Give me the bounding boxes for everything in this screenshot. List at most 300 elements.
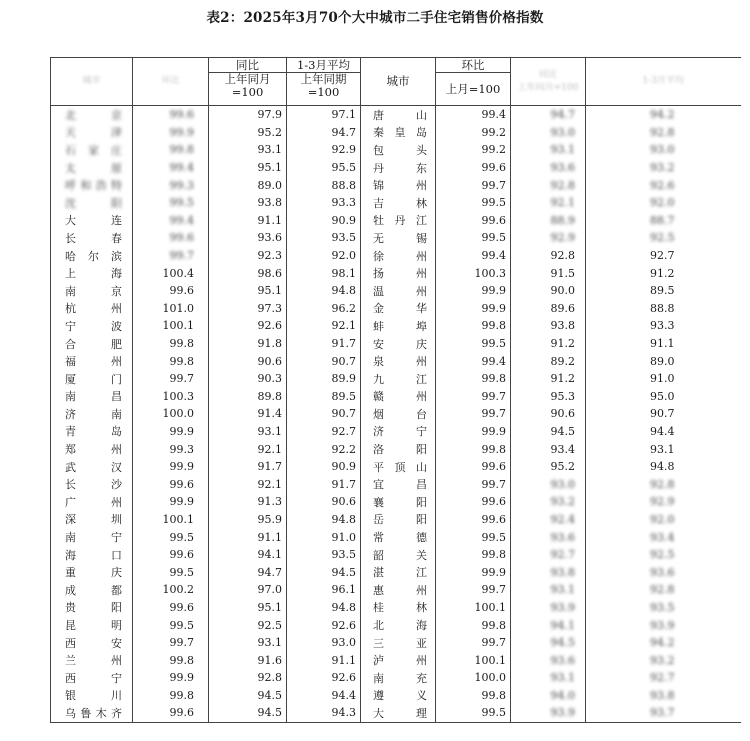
city-right-cell-text: 包头	[373, 143, 427, 157]
avg-left-cell-text: 92.2	[331, 442, 356, 456]
avg-right-cell	[586, 194, 741, 212]
yoy-right-cell	[511, 493, 586, 511]
yoy-left-cell-text: 95.9	[257, 512, 282, 526]
yoy-left-cell-text: 93.1	[257, 636, 282, 650]
mom-left-cell-text: 99.8	[169, 337, 194, 351]
city-right-cell-text: 宜昌	[373, 478, 427, 492]
avg-left-cell-text: 91.7	[331, 337, 356, 351]
avg-right-cell	[586, 370, 741, 388]
table-row	[51, 388, 741, 406]
mom-right-cell-text: 99.5	[481, 337, 506, 351]
avg-right-cell-text: 88.8	[650, 301, 675, 315]
city-right-cell	[361, 440, 436, 458]
avg-left-cell-text: 89.5	[331, 389, 356, 403]
table-row	[51, 687, 741, 705]
table-title: 表2：2025年3月70个大中城市二手住宅销售价格指数	[206, 10, 544, 26]
city-right-cell	[361, 581, 436, 599]
yoy-right-cell-text: 93.4	[550, 442, 575, 456]
mom-left-cell-text: 99.3	[169, 178, 194, 192]
yoy-right-cell	[511, 405, 586, 423]
city-right-cell	[361, 388, 436, 406]
yoy-right-cell-text: 93.1	[550, 143, 575, 157]
table-row	[51, 475, 741, 493]
avg-right-cell-text: 91.2	[650, 266, 675, 280]
mom-right-cell	[436, 106, 511, 124]
mom-left-cell-text: 99.9	[169, 125, 194, 139]
avg-right-cell	[586, 704, 741, 722]
yoy-right-cell-text: 94.7	[550, 108, 575, 122]
city-right-cell	[361, 563, 436, 581]
table-row	[51, 563, 741, 581]
city-right-cell-text: 泉州	[373, 355, 427, 369]
mom-right-cell	[436, 616, 511, 634]
mom-right-cell	[436, 440, 511, 458]
city-right-cell-text: 平顶山	[373, 460, 427, 474]
mom-right-cell-text: 99.9	[481, 284, 506, 298]
city-left-cell	[51, 634, 133, 652]
city-right-cell	[361, 687, 436, 705]
yoy-right-cell	[511, 141, 586, 159]
mom-right-cell-text: 99.6	[481, 161, 506, 175]
avg-left-cell-text: 94.3	[331, 706, 356, 720]
avg-left-cell	[287, 440, 361, 458]
avg-right-cell	[586, 423, 741, 441]
yoy-right-cell	[511, 335, 586, 353]
mom-right-cell-text: 99.4	[481, 354, 506, 368]
mom-right-cell	[436, 335, 511, 353]
city-left-cell-text: 贵阳	[65, 601, 122, 615]
avg-left-cell	[287, 687, 361, 705]
mom-left-cell-text: 99.9	[169, 460, 194, 474]
mom-right-cell-text: 99.7	[481, 583, 506, 597]
mom-right-cell-text: 99.4	[481, 249, 506, 263]
header-mom-left: 环比	[133, 58, 209, 106]
header-city-left: 城市	[51, 58, 133, 106]
avg-left-cell	[287, 651, 361, 669]
yoy-left-cell	[209, 405, 287, 423]
city-right-cell	[361, 599, 436, 617]
city-left-cell-text: 昆明	[65, 619, 122, 633]
avg-right-cell	[586, 634, 741, 652]
avg-left-cell	[287, 335, 361, 353]
avg-right-cell-text: 93.2	[650, 653, 675, 667]
mom-right-cell	[436, 546, 511, 564]
yoy-left-cell	[209, 247, 287, 265]
mom-right-cell	[436, 405, 511, 423]
mom-left-cell	[133, 634, 209, 652]
avg-right-cell-text: 94.4	[650, 424, 675, 438]
avg-right-cell-text: 93.1	[650, 442, 675, 456]
mom-right-cell	[436, 458, 511, 476]
city-right-cell	[361, 475, 436, 493]
yoy-right-cell	[511, 458, 586, 476]
city-left-cell-text: 杭州	[65, 302, 122, 316]
avg-left-cell-text: 92.1	[331, 319, 356, 333]
table-row	[51, 212, 741, 230]
city-left-cell-text: 呼和浩特	[65, 179, 122, 193]
table-row	[51, 159, 741, 177]
city-left-cell	[51, 475, 133, 493]
mom-right-cell	[436, 212, 511, 230]
yoy-right-cell	[511, 352, 586, 370]
city-right-cell-text: 湛江	[373, 566, 427, 580]
mom-left-cell	[133, 317, 209, 335]
table-row	[51, 229, 741, 247]
yoy-right-cell	[511, 511, 586, 529]
mom-left-cell-text: 99.4	[169, 213, 194, 227]
mom-left-cell-text: 100.0	[162, 407, 194, 421]
avg-left-cell	[287, 141, 361, 159]
avg-left-cell-text: 90.6	[331, 495, 356, 509]
yoy-left-cell-text: 92.3	[257, 249, 282, 263]
city-right-cell-text: 洛阳	[373, 443, 427, 457]
mom-left-cell-text: 99.6	[169, 706, 194, 720]
avg-left-cell	[287, 159, 361, 177]
table-row	[51, 300, 741, 318]
yoy-right-cell	[511, 194, 586, 212]
mom-right-cell	[436, 651, 511, 669]
avg-left-cell	[287, 634, 361, 652]
table-row	[51, 370, 741, 388]
yoy-left-cell-text: 93.1	[257, 424, 282, 438]
avg-left-cell	[287, 176, 361, 194]
city-right-cell	[361, 651, 436, 669]
avg-left-cell-text: 96.1	[331, 583, 356, 597]
city-right-cell	[361, 264, 436, 282]
city-left-cell	[51, 124, 133, 142]
yoy-right-cell-text: 94.5	[550, 636, 575, 650]
mom-left-cell-text: 99.5	[169, 618, 194, 632]
avg-right-cell	[586, 616, 741, 634]
city-right-cell	[361, 247, 436, 265]
mom-right-cell	[436, 563, 511, 581]
mom-right-cell-text: 99.9	[481, 301, 506, 315]
avg-right-cell-text: 88.7	[650, 213, 675, 227]
city-right-cell-text: 遵义	[373, 689, 427, 703]
mom-left-cell	[133, 194, 209, 212]
mom-left-cell	[133, 370, 209, 388]
yoy-left-cell-text: 95.2	[257, 125, 282, 139]
city-left-cell-text: 长沙	[65, 478, 122, 492]
mom-left-cell	[133, 388, 209, 406]
city-left-cell	[51, 176, 133, 194]
avg-right-cell-text: 93.8	[650, 688, 675, 702]
city-left-cell-text: 重庆	[65, 566, 122, 580]
table-row	[51, 616, 741, 634]
yoy-left-cell	[209, 388, 287, 406]
yoy-right-cell	[511, 634, 586, 652]
mom-right-cell	[436, 493, 511, 511]
yoy-left-cell-text: 92.1	[257, 477, 282, 491]
yoy-left-cell-text: 98.6	[257, 266, 282, 280]
city-left-cell-text: 宁波	[65, 319, 122, 333]
city-right-cell	[361, 124, 436, 142]
city-left-cell-text: 济南	[65, 407, 122, 421]
table-row	[51, 124, 741, 142]
yoy-left-cell-text: 91.1	[257, 213, 282, 227]
avg-right-cell-text: 92.7	[650, 249, 675, 263]
avg-right-cell	[586, 317, 741, 335]
table-row	[51, 264, 741, 282]
mom-right-cell-text: 100.0	[474, 671, 506, 685]
city-right-cell-text: 安庆	[373, 337, 427, 351]
yoy-left-cell	[209, 176, 287, 194]
mom-right-cell	[436, 388, 511, 406]
mom-left-cell	[133, 581, 209, 599]
header-yoy-sub: 上年同月 =100	[209, 73, 287, 106]
avg-left-cell	[287, 300, 361, 318]
city-right-cell-text: 牡丹江	[373, 214, 427, 228]
city-left-cell-text: 南京	[65, 284, 122, 298]
city-left-cell-text: 上海	[65, 267, 122, 281]
avg-right-cell	[586, 651, 741, 669]
header-mom-sub: 上月=100	[436, 73, 511, 106]
yoy-left-cell	[209, 563, 287, 581]
mom-right-cell	[436, 124, 511, 142]
avg-left-cell	[287, 423, 361, 441]
yoy-left-cell-text: 91.6	[257, 653, 282, 667]
mom-right-cell-text: 99.7	[481, 178, 506, 192]
city-left-cell	[51, 106, 133, 124]
table-row	[51, 440, 741, 458]
city-left-cell-text: 兰州	[65, 654, 122, 668]
mom-right-cell	[436, 704, 511, 722]
mom-left-cell	[133, 212, 209, 230]
table-row	[51, 405, 741, 423]
yoy-left-cell-text: 89.0	[257, 178, 282, 192]
yoy-left-cell-text: 97.9	[257, 108, 282, 122]
avg-left-cell	[287, 212, 361, 230]
city-left-cell	[51, 563, 133, 581]
table-row	[51, 528, 741, 546]
yoy-left-cell	[209, 352, 287, 370]
yoy-right-cell-text: 89.6	[550, 301, 575, 315]
avg-right-cell-text: 93.2	[650, 161, 675, 175]
yoy-right-cell-text: 91.5	[550, 266, 575, 280]
city-left-cell	[51, 282, 133, 300]
mom-left-cell-text: 99.6	[169, 284, 194, 298]
avg-right-cell	[586, 282, 741, 300]
mom-right-cell	[436, 669, 511, 687]
avg-right-cell	[586, 546, 741, 564]
mom-left-cell	[133, 563, 209, 581]
table-row	[51, 651, 741, 669]
avg-left-cell-text: 91.7	[331, 477, 356, 491]
yoy-left-cell	[209, 124, 287, 142]
yoy-left-cell	[209, 106, 287, 124]
yoy-right-cell	[511, 440, 586, 458]
avg-right-cell	[586, 264, 741, 282]
city-left-cell-text: 厦门	[65, 372, 122, 386]
yoy-right-cell	[511, 212, 586, 230]
city-left-cell-text: 太原	[65, 161, 122, 175]
header-avg-right: 1-3月平均	[586, 58, 741, 106]
price-index-table	[50, 57, 740, 723]
yoy-left-cell	[209, 651, 287, 669]
city-left-cell	[51, 423, 133, 441]
avg-right-cell-text: 89.0	[650, 354, 675, 368]
city-right-cell-text: 徐州	[373, 249, 427, 263]
yoy-left-cell-text: 91.4	[257, 407, 282, 421]
city-right-cell-text: 三亚	[373, 636, 427, 650]
city-left-cell-text: 天津	[65, 126, 122, 140]
city-left-cell	[51, 616, 133, 634]
mom-left-cell-text: 99.6	[169, 600, 194, 614]
avg-left-cell	[287, 282, 361, 300]
avg-left-cell-text: 96.2	[331, 301, 356, 315]
avg-right-cell-text: 94.2	[650, 636, 675, 650]
city-left-cell-text: 哈尔滨	[65, 249, 122, 263]
yoy-left-cell	[209, 264, 287, 282]
city-left-cell	[51, 352, 133, 370]
mom-left-cell	[133, 124, 209, 142]
yoy-right-cell	[511, 581, 586, 599]
avg-right-cell	[586, 159, 741, 177]
mom-left-cell	[133, 264, 209, 282]
yoy-left-cell	[209, 370, 287, 388]
avg-left-cell	[287, 458, 361, 476]
city-right-cell	[361, 212, 436, 230]
avg-left-cell	[287, 669, 361, 687]
yoy-left-cell	[209, 458, 287, 476]
city-right-cell	[361, 229, 436, 247]
avg-left-cell-text: 89.9	[331, 372, 356, 386]
avg-left-cell	[287, 563, 361, 581]
avg-left-cell-text: 94.8	[331, 284, 356, 298]
yoy-right-cell	[511, 616, 586, 634]
avg-right-cell-text: 92.8	[650, 583, 675, 597]
city-left-cell-text: 银川	[65, 689, 122, 703]
avg-right-cell-text: 92.8	[650, 125, 675, 139]
yoy-left-cell	[209, 581, 287, 599]
mom-right-cell-text: 100.1	[474, 653, 506, 667]
city-left-cell-text: 西宁	[65, 671, 122, 685]
mom-right-cell	[436, 141, 511, 159]
city-right-cell-text: 桂林	[373, 601, 427, 615]
yoy-right-cell-text: 93.9	[550, 706, 575, 720]
yoy-right-cell-text: 95.3	[550, 389, 575, 403]
city-left-cell	[51, 229, 133, 247]
city-right-cell	[361, 528, 436, 546]
city-right-cell-text: 唐山	[373, 108, 427, 122]
yoy-left-cell-text: 94.7	[257, 565, 282, 579]
city-right-cell	[361, 405, 436, 423]
city-right-cell-text: 襄阳	[373, 495, 427, 509]
yoy-left-cell	[209, 141, 287, 159]
yoy-left-cell-text: 94.5	[257, 688, 282, 702]
avg-left-cell-text: 92.6	[331, 671, 356, 685]
city-left-cell	[51, 651, 133, 669]
mom-right-cell-text: 99.5	[481, 196, 506, 210]
city-right-cell-text: 烟台	[373, 407, 427, 421]
mom-right-cell	[436, 264, 511, 282]
mom-left-cell	[133, 687, 209, 705]
yoy-right-cell	[511, 651, 586, 669]
city-left-cell-text: 合肥	[65, 337, 122, 351]
avg-left-cell	[287, 264, 361, 282]
yoy-right-cell-text: 95.2	[550, 460, 575, 474]
data-table	[50, 57, 741, 723]
yoy-right-cell	[511, 423, 586, 441]
mom-left-cell-text: 99.6	[169, 231, 194, 245]
yoy-left-cell	[209, 493, 287, 511]
city-left-cell	[51, 247, 133, 265]
avg-right-cell	[586, 229, 741, 247]
mom-right-cell-text: 99.5	[481, 706, 506, 720]
mom-left-cell-text: 101.0	[162, 301, 194, 315]
avg-left-cell-text: 94.4	[331, 688, 356, 702]
mom-left-cell-text: 99.8	[169, 354, 194, 368]
mom-left-cell-text: 100.4	[162, 266, 194, 280]
table-row	[51, 194, 741, 212]
avg-right-cell-text: 92.7	[650, 671, 675, 685]
mom-left-cell	[133, 458, 209, 476]
city-left-cell-text: 武汉	[65, 460, 122, 474]
avg-left-cell	[287, 599, 361, 617]
yoy-right-cell-text: 90.6	[550, 407, 575, 421]
yoy-right-cell-text: 93.8	[550, 319, 575, 333]
avg-right-cell	[586, 687, 741, 705]
mom-left-cell	[133, 440, 209, 458]
yoy-left-cell	[209, 317, 287, 335]
yoy-right-cell	[511, 264, 586, 282]
city-left-cell	[51, 370, 133, 388]
mom-right-cell-text: 99.8	[481, 548, 506, 562]
avg-left-cell-text: 94.7	[331, 125, 356, 139]
mom-left-cell	[133, 651, 209, 669]
mom-right-cell-text: 99.4	[481, 108, 506, 122]
yoy-left-cell	[209, 546, 287, 564]
avg-left-cell-text: 93.5	[331, 231, 356, 245]
mom-right-cell-text: 99.8	[481, 319, 506, 333]
mom-right-cell-text: 99.7	[481, 636, 506, 650]
yoy-right-cell	[511, 546, 586, 564]
city-right-cell-text: 锦州	[373, 179, 427, 193]
header-yoy: 同比	[209, 58, 287, 73]
avg-left-cell-text: 94.8	[331, 512, 356, 526]
city-left-cell-text: 青岛	[65, 425, 122, 439]
city-right-cell	[361, 317, 436, 335]
avg-left-cell	[287, 370, 361, 388]
yoy-left-cell-text: 94.5	[257, 706, 282, 720]
table-row	[51, 581, 741, 599]
avg-left-cell	[287, 124, 361, 142]
mom-right-cell-text: 100.3	[474, 266, 506, 280]
mom-left-cell	[133, 669, 209, 687]
yoy-right-cell-text: 93.0	[550, 477, 575, 491]
avg-left-cell-text: 98.1	[331, 266, 356, 280]
yoy-right-cell-text: 93.6	[550, 530, 575, 544]
yoy-left-cell	[209, 511, 287, 529]
yoy-right-cell	[511, 687, 586, 705]
yoy-left-cell	[209, 687, 287, 705]
avg-right-cell-text: 92.0	[650, 512, 675, 526]
yoy-left-cell	[209, 704, 287, 722]
avg-left-cell-text: 93.3	[331, 196, 356, 210]
mom-right-cell	[436, 687, 511, 705]
header-city-right: 城市	[361, 58, 436, 106]
city-left-cell-text: 南宁	[65, 531, 122, 545]
city-left-cell	[51, 440, 133, 458]
yoy-left-cell	[209, 634, 287, 652]
mom-right-cell-text: 100.1	[474, 600, 506, 614]
city-right-cell	[361, 106, 436, 124]
avg-left-cell-text: 90.7	[331, 407, 356, 421]
table-row	[51, 493, 741, 511]
yoy-right-cell	[511, 475, 586, 493]
avg-right-cell-text: 94.2	[650, 108, 675, 122]
city-right-cell-text: 丹东	[373, 161, 427, 175]
